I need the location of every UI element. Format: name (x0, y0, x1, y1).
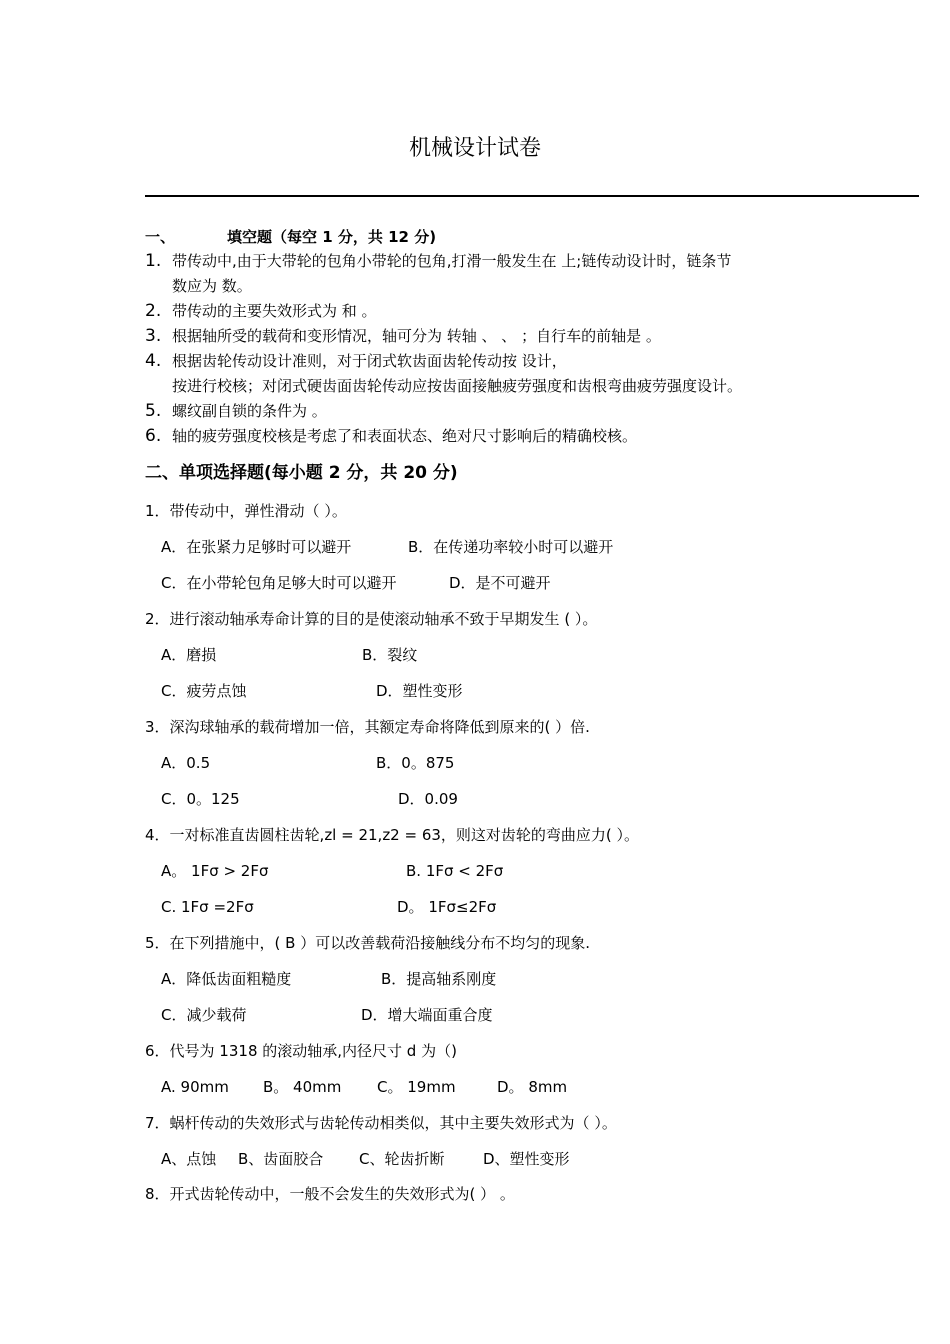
choice-options-row (161, 752, 454, 774)
option-a: A. 90mm (161, 1078, 229, 1096)
option-c: C．0。125 (161, 790, 240, 808)
option-a: A。 1Fσ > 2Fσ (161, 862, 269, 880)
section-1-heading (145, 226, 436, 248)
choice-options-row (161, 1076, 567, 1098)
choice-options-row (161, 788, 458, 810)
option-d: D、塑性变形 (483, 1150, 570, 1168)
choice-options-row (161, 1004, 493, 1026)
choice-options-row (161, 896, 496, 918)
fill-item-1: 1. 带传动中,由于大带轮的包角小带轮的包角,打滑一般发生在 上;链传动设计时，链条节 (145, 251, 732, 271)
choice-options-row (161, 1148, 570, 1170)
option-b: B．在传递功率较小时可以避开 (408, 538, 614, 556)
section-1-number: 一、 (145, 228, 176, 246)
title-divider (145, 195, 919, 197)
choice-question-2: 2．进行滚动轴承寿命计算的目的是使滚动轴承不致于早期发生 ( ）。 (145, 610, 598, 628)
fill-item-6: 6. 轴的疲劳强度校核是考虑了和表面状态、绝对尺寸影响后的精确校核。 (145, 426, 638, 446)
choice-question-3: 3．深沟球轴承的载荷增加一倍，其额定寿命将降低到原来的( ）倍. (145, 718, 590, 736)
choice-question-6: 6．代号为 1318 的滚动轴承,内径尺寸 d 为（) (145, 1042, 457, 1060)
choice-options-row (161, 860, 503, 882)
fill-item-1-continued: 数应为 数。 (172, 277, 252, 295)
option-a: A．磨损 (161, 646, 217, 664)
choice-question-4: 4．一对标准直齿圆柱齿轮,zl = 21,z2 = 63，则这对齿轮的弯曲应力( ）。 (145, 826, 640, 844)
choice-question-1: 1．带传动中，弹性滑动（ ）。 (145, 502, 347, 520)
choice-question-7: 7．蜗杆传动的失效形式与齿轮传动相类似，其中主要失效形式为（ ）。 (145, 1114, 617, 1132)
choice-options-row (161, 572, 551, 594)
fill-item-4: 4. 根据齿轮传动设计准则，对于闭式软齿面齿轮传动按 设计， (145, 351, 567, 371)
choice-options-row (161, 680, 463, 702)
option-a: A．在张紧力足够时可以避开 (161, 538, 352, 556)
option-d: D．增大端面重合度 (361, 1006, 493, 1024)
fill-item-3: 3. 根据轴所受的载荷和变形情况，轴可分为 转轴 、 、 ；自行车的前轴是 。 (145, 326, 661, 346)
option-d: D．塑性变形 (376, 682, 463, 700)
fill-item-2: 2. 带传动的主要失效形式为 和 。 (145, 301, 377, 321)
option-d: D．是不可避开 (449, 574, 551, 592)
option-d: D。 1Fσ≤2Fσ (397, 898, 497, 916)
choice-options-row (161, 644, 417, 666)
option-b: B. 1Fσ < 2Fσ (406, 862, 504, 880)
option-b: B．0。875 (376, 754, 455, 772)
choice-question-8: 8．开式齿轮传动中，一般不会发生的失效形式为( ） 。 (145, 1185, 515, 1203)
option-c: C、轮齿折断 (359, 1150, 445, 1168)
choice-options-row (161, 536, 613, 558)
option-b: B．裂纹 (362, 646, 418, 664)
option-a: A．降低齿面粗糙度 (161, 970, 292, 988)
option-d: D。 8mm (497, 1078, 568, 1096)
option-c: C．减少载荷 (161, 1006, 247, 1024)
fill-item-4-continued: 按进行校核；对闭式硬齿面齿轮传动应按齿面接触疲劳强度和齿根弯曲疲劳强度设计。 (172, 377, 743, 395)
option-d: D．0.09 (398, 790, 458, 808)
section-1-title: 填空题（每空 1 分，共 12 分) (227, 228, 437, 246)
option-a: A．0.5 (161, 754, 211, 772)
choice-options-row (161, 968, 496, 990)
option-b: B．提高轴系刚度 (381, 970, 497, 988)
option-b: B。 40mm (263, 1078, 342, 1096)
option-b: B、齿面胶合 (238, 1150, 324, 1168)
option-c: C．疲劳点蚀 (161, 682, 247, 700)
option-c: C。 19mm (377, 1078, 456, 1096)
option-c: C. 1Fσ =2Fσ (161, 898, 254, 916)
choice-question-5: 5．在下列措施中，( B ）可以改善载荷沿接触线分布不均匀的现象. (145, 934, 590, 952)
option-a: A、点蚀 (161, 1150, 217, 1168)
section-2-heading: 二、单项选择题(每小题 2 分，共 20 分) (145, 463, 458, 483)
option-c: C．在小带轮包角足够大时可以避开 (161, 574, 397, 592)
page-title: 机械设计试卷 (408, 136, 541, 161)
fill-item-5: 5. 螺纹副自锁的条件为 。 (145, 401, 327, 421)
